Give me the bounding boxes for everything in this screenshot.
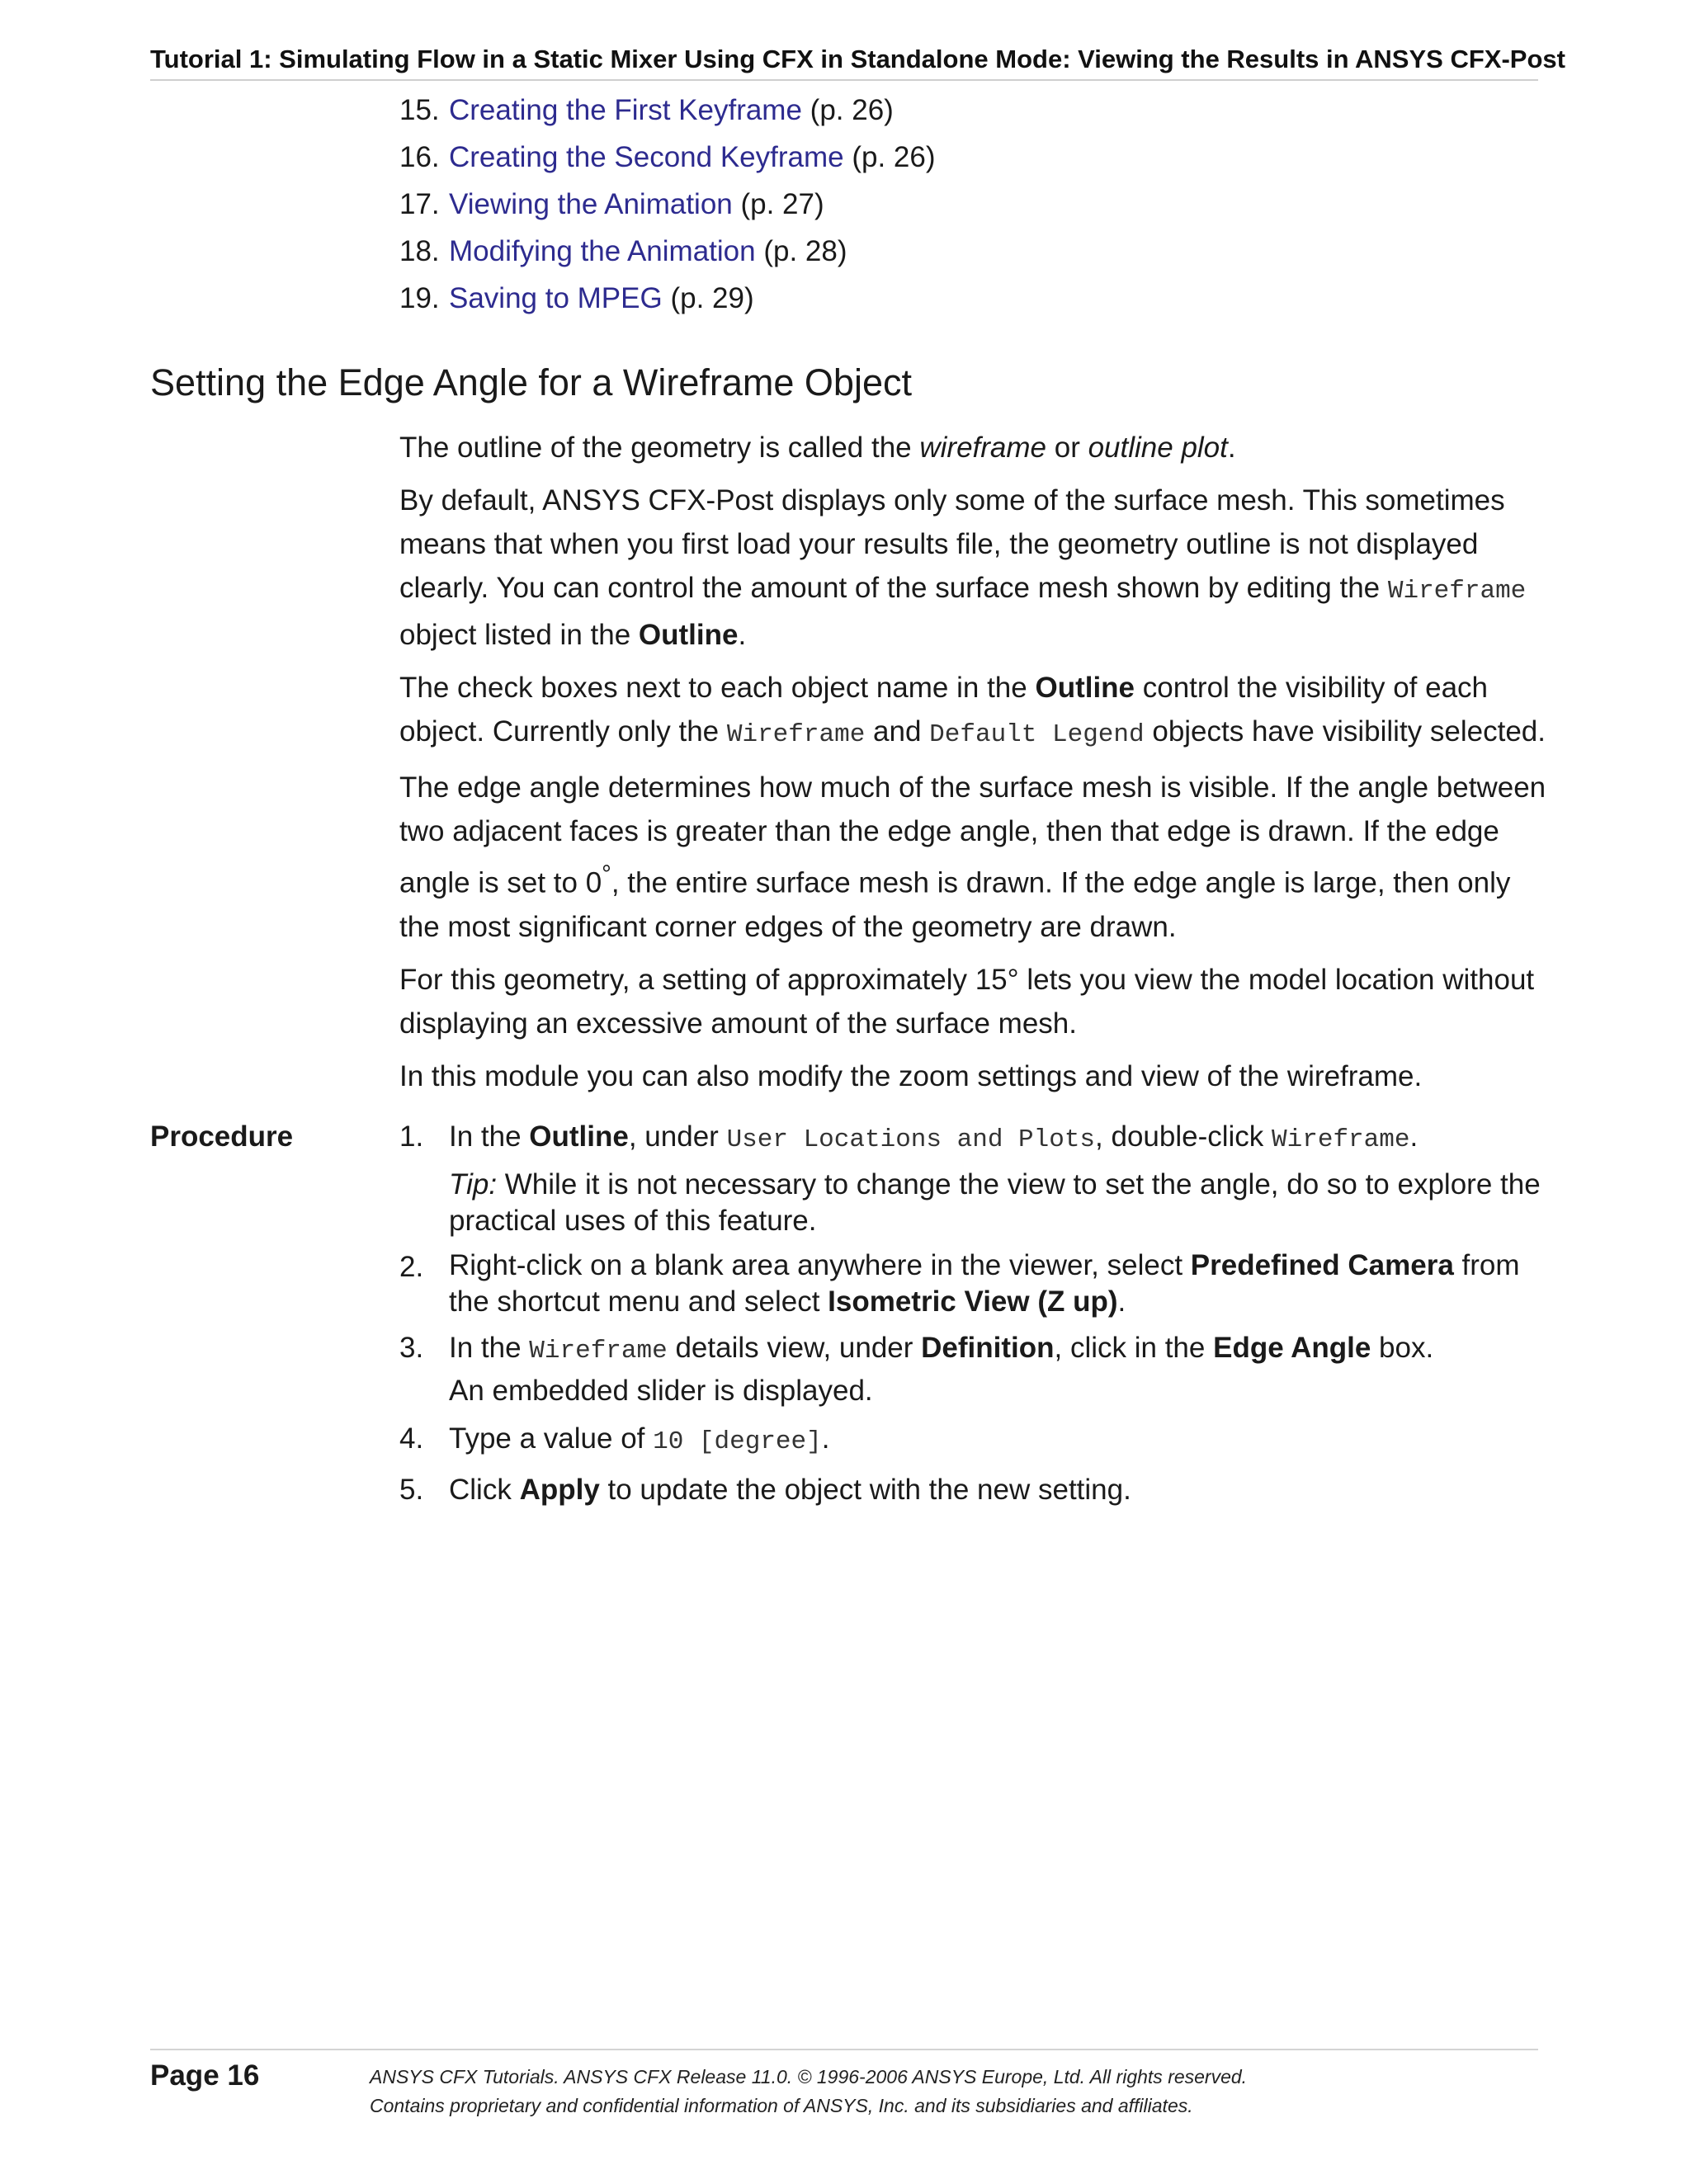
tip-note: Tip: While it is not necessary to change the view to set the angle, do so to explore the practical uses of this feature. bbox=[449, 1168, 1541, 1237]
paragraph-edge-angle: The edge angle determines how much of the surface mesh is visible. If the angle between two adjacent faces is greater than the edge angle, then that edge is drawn. If the edge angle is set to 0°, the entire surface mesh is drawn. If the edge angle is large, then only the most significant corner edges of the geometry are drawn. bbox=[399, 771, 1546, 943]
toc-item: 17. Viewing the Animation (p. 27) bbox=[399, 188, 824, 220]
toc-link[interactable]: Modifying the Animation bbox=[449, 235, 756, 267]
footer-divider bbox=[150, 2049, 1538, 2050]
step-3: 3. In the Wireframe details view, under Definition, click in the Edge Angle box. An embedded slider is displayed. bbox=[399, 1332, 1434, 1407]
toc-link[interactable]: Viewing the Animation bbox=[449, 188, 733, 220]
toc-item: 16. Creating the Second Keyframe (p. 26) bbox=[399, 141, 936, 173]
section-title: Setting the Edge Angle for a Wireframe Object bbox=[150, 361, 912, 403]
toc-item: 18. Modifying the Animation (p. 28) bbox=[399, 235, 847, 267]
step-4: 4. Type a value of 10 [degree]. bbox=[399, 1422, 830, 1456]
page-number: Page 16 bbox=[150, 2059, 260, 2092]
step-2: 2. Right-click on a blank area anywhere in the viewer, select Predefined Camera from the shortcut menu and select Isometric View (Z up). bbox=[399, 1249, 1520, 1318]
paragraph-geometry-setting: For this geometry, a setting of approximately 15° lets you view the model location without displaying an excessive amount of the surface mesh. bbox=[399, 963, 1535, 1040]
page-header: Tutorial 1: Simulating Flow in a Static Mixer Using CFX in Standalone Mode: Viewing the Results in ANSYS CFX-Post bbox=[150, 43, 1538, 81]
section-body bbox=[399, 426, 1555, 1107]
paragraph-default-display: By default, ANSYS CFX-Post displays only some of the surface mesh. This sometimes means that when you first load your results file, the geometry outline is not displayed clearly. You can control the amount of the surface mesh shown by editing the Wireframe object listed in the Outline. bbox=[399, 484, 1527, 651]
paragraph-module-note: In this module you can also modify the zoom settings and view of the wireframe. bbox=[399, 1059, 1423, 1092]
procedure-steps bbox=[399, 1117, 1555, 1518]
toc-item: 15. Creating the First Keyframe (p. 26) bbox=[399, 94, 894, 126]
toc-item: 19. Saving to MPEG (p. 29) bbox=[399, 282, 754, 314]
toc-link[interactable]: Saving to MPEG bbox=[449, 282, 663, 314]
paragraph-wireframe-definition: The outline of the geometry is called the wireframe or outline plot. bbox=[399, 432, 1236, 464]
toc-list bbox=[399, 91, 936, 326]
step-1: 1. In the Outline, under User Locations and Plots, double-click Wireframe. Tip: While it is not necessary to change the view to set the angle, do so to explore the practical uses of this feature. bbox=[399, 1117, 1555, 1239]
step-5: 5. Click Apply to update the object with the new setting. bbox=[399, 1474, 1131, 1506]
paragraph-check-boxes: The check boxes next to each object name in the Outline control the visibility of each object. Currently only the Wireframe and Default Legend objects have visibility selected. bbox=[399, 672, 1546, 749]
toc-link[interactable]: Creating the Second Keyframe bbox=[449, 141, 844, 173]
copyright-notice: ANSYS CFX Tutorials. ANSYS CFX Release 11.0. © 1996-2006 ANSYS Europe, Ltd. All rights reserved. Contains proprietary and confidential information of ANSYS, Inc. and its subsidiaries and affiliates. bbox=[370, 2066, 1248, 2116]
procedure-label: Procedure bbox=[150, 1120, 294, 1153]
toc-link[interactable]: Creating the First Keyframe bbox=[449, 94, 802, 126]
